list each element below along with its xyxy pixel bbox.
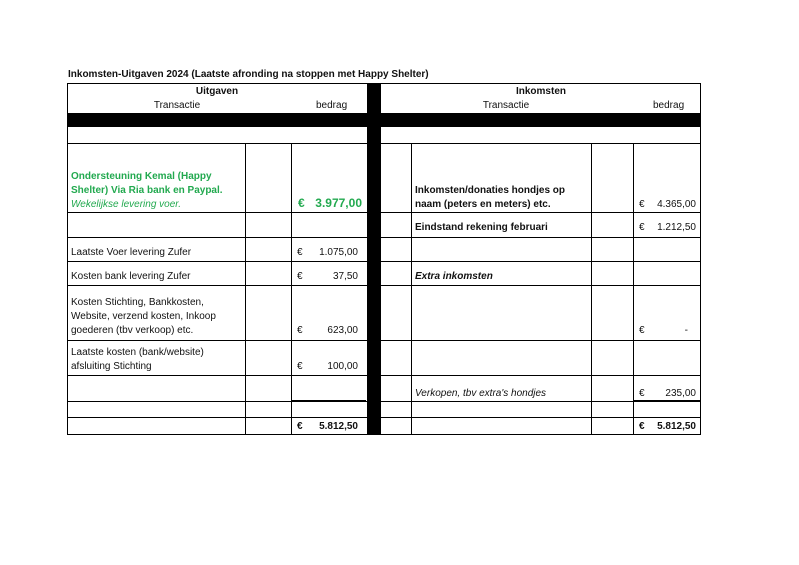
row-line: [67, 401, 701, 402]
row-text: Kosten Stichting, Bankkosten,: [71, 297, 204, 308]
amount: 3.977,00: [315, 196, 362, 210]
row-line: [67, 261, 701, 262]
currency-symbol: €: [639, 421, 645, 432]
row-text: naam (peters en meters) etc.: [415, 199, 551, 210]
amount: 1.075,00: [319, 247, 358, 258]
row-text: Ondersteuning Kemal (Happy: [71, 171, 212, 182]
row-text: Shelter) Via Ria bank en Paypal.: [71, 185, 223, 196]
currency-symbol: €: [639, 222, 645, 233]
row-line: [67, 340, 701, 341]
subtotal-line-left: [292, 400, 366, 402]
inkomsten-col-transactie: Transactie: [482, 100, 530, 111]
amount: 235,00: [665, 388, 696, 399]
center-black-divider: [367, 83, 381, 435]
total-amount: 5.812,50: [657, 421, 696, 432]
amount: 37,50: [332, 271, 358, 282]
row-line: [67, 143, 701, 144]
col-line: [411, 143, 412, 435]
header-black-bar: [67, 113, 701, 127]
total-amount: 5.812,50: [319, 421, 358, 432]
col-line: [245, 143, 246, 435]
inkomsten-header: Inkomsten: [515, 86, 566, 97]
table-right-border: [700, 83, 701, 435]
inkomsten-col-bedrag: bedrag: [653, 100, 685, 111]
uitgaven-col-bedrag: bedrag: [316, 100, 348, 111]
currency-symbol: €: [297, 271, 303, 282]
row-text: Laatste Voer levering Zufer: [71, 247, 192, 258]
row-line: [67, 417, 701, 418]
currency-symbol: €: [639, 199, 645, 210]
table-top-border: [67, 83, 700, 84]
row-line: [67, 237, 701, 238]
row-text: afsluiting Stichting: [71, 361, 152, 372]
row-text: Eindstand rekening februari: [415, 222, 548, 233]
amount: 623,00: [327, 325, 358, 336]
row-text: Kosten bank levering Zufer: [71, 271, 191, 282]
uitgaven-col-transactie: Transactie: [153, 100, 201, 111]
row-line: [67, 285, 701, 286]
row-text: Extra inkomsten: [415, 271, 493, 282]
currency-symbol: €: [639, 325, 645, 336]
table-left-border: [67, 83, 68, 435]
currency-symbol: €: [297, 325, 303, 336]
row-text: Laatste kosten (bank/website): [71, 347, 204, 358]
table-bottom-border: [67, 434, 700, 435]
amount: 1.212,50: [657, 222, 696, 233]
col-line: [591, 143, 592, 435]
currency-symbol: €: [297, 247, 303, 258]
uitgaven-header: Uitgaven: [195, 86, 239, 97]
row-text: Wekelijkse levering voer.: [71, 199, 182, 210]
col-line: [291, 143, 292, 435]
currency-symbol: €: [639, 388, 645, 399]
currency-symbol: €: [297, 361, 303, 372]
row-text: Website, verzend kosten, Inkoop: [71, 311, 216, 322]
row-text: Inkomsten/donaties hondjes op: [415, 185, 566, 196]
amount: -: [684, 325, 688, 336]
amount: 4.365,00: [657, 199, 696, 210]
page-title: Inkomsten-Uitgaven 2024 (Laatste afronding na stoppen met Happy Shelter): [68, 69, 429, 80]
row-text: Verkopen, tbv extra's hondjes: [415, 388, 547, 399]
currency-symbol: €: [298, 196, 305, 210]
row-text: goederen (tbv verkoop) etc.: [71, 325, 194, 336]
amount: 100,00: [327, 361, 358, 372]
currency-symbol: €: [297, 421, 303, 432]
row-line: [67, 375, 701, 376]
col-line: [633, 143, 634, 435]
row-line: [67, 212, 701, 213]
